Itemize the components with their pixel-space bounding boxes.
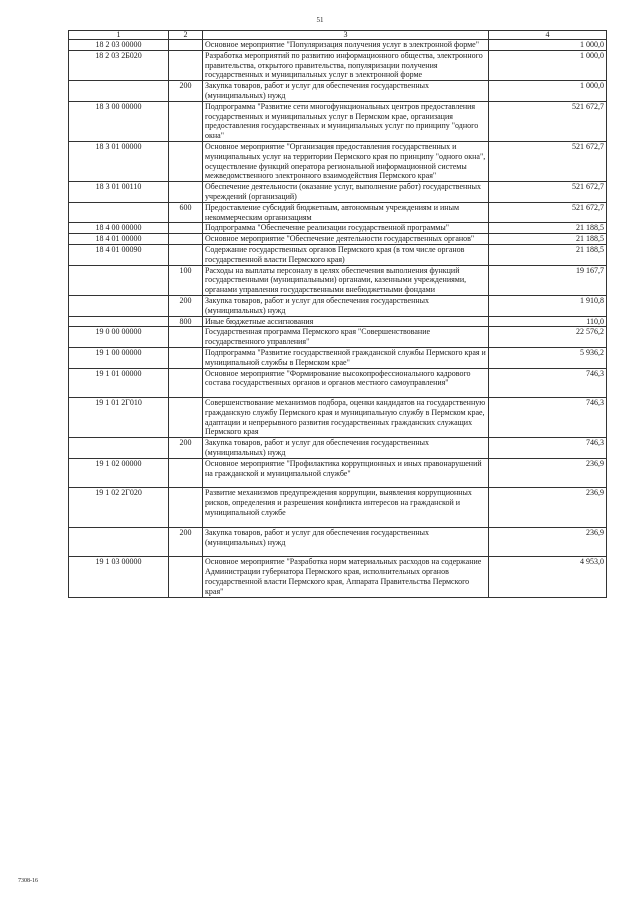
row-amount-cell: 110,0 <box>489 316 607 327</box>
row-code-cell <box>69 295 169 316</box>
table-row <box>69 40 607 51</box>
table-row <box>69 527 607 557</box>
row-amount-cell: 746,3 <box>489 368 607 398</box>
row-expense-type-cell <box>169 347 203 368</box>
row-code-cell <box>69 438 169 459</box>
row-code-cell: 19 1 02 2Г020 <box>69 488 169 527</box>
row-amount-cell: 521 672,7 <box>489 202 607 223</box>
table-row <box>69 50 607 80</box>
table-row <box>69 202 607 223</box>
row-expense-type-cell <box>169 327 203 348</box>
row-amount-cell: 21 188,5 <box>489 234 607 245</box>
table-row <box>69 81 607 102</box>
row-name-cell: Совершенствование механизмов подбора, оценки кандидатов на государственную гражданскую службу Пермского края и муниципальную службу в Пермском крае, адаптации и непрерывного развития государственных гражданских служащих Пермского края <box>203 398 489 438</box>
row-amount-cell: 1 910,8 <box>489 295 607 316</box>
table-row <box>69 101 607 141</box>
row-expense-type-cell <box>169 368 203 398</box>
row-amount-cell: 21 188,5 <box>489 223 607 234</box>
row-amount-cell: 1 000,0 <box>489 81 607 102</box>
column-header: 3 <box>203 31 489 40</box>
row-expense-type-cell: 200 <box>169 527 203 557</box>
budget-table <box>68 30 607 598</box>
row-code-cell: 19 1 00 00000 <box>69 347 169 368</box>
row-amount-cell: 22 576,2 <box>489 327 607 348</box>
row-name-cell: Закупка товаров, работ и услуг для обеспечения государственных (муниципальных) нужд <box>203 81 489 102</box>
row-amount-cell: 19 167,7 <box>489 265 607 295</box>
row-amount-cell: 236,9 <box>489 458 607 488</box>
row-amount-cell: 521 672,7 <box>489 141 607 181</box>
table-row <box>69 488 607 527</box>
table-row <box>69 265 607 295</box>
row-name-cell: Содержание государственных органов Пермского края (в том числе органов государственной власти Пермского края) <box>203 244 489 265</box>
row-code-cell: 19 1 03 00000 <box>69 557 169 597</box>
table-row <box>69 295 607 316</box>
row-name-cell: Подпрограмма "Развитие сети многофункциональных центров предоставления государственных и муниципальных услуг в Пермском крае, организация предоставления государственных и муниципальных услуг по принципу "одного окна" <box>203 101 489 141</box>
row-code-cell: 18 3 00 00000 <box>69 101 169 141</box>
row-code-cell: 18 4 01 00090 <box>69 244 169 265</box>
row-code-cell: 18 4 00 00000 <box>69 223 169 234</box>
row-code-cell: 18 2 03 00000 <box>69 40 169 51</box>
row-name-cell: Основное мероприятие "Профилактика коррупционных и иных правонарушений на гражданской и муниципальной службе" <box>203 458 489 488</box>
table-row <box>69 182 607 203</box>
row-expense-type-cell <box>169 458 203 488</box>
table-body <box>69 40 607 598</box>
table-row <box>69 458 607 488</box>
row-expense-type-cell: 100 <box>169 265 203 295</box>
document-code: 7308-16 <box>18 878 38 884</box>
row-amount-cell: 4 953,0 <box>489 557 607 597</box>
row-expense-type-cell: 800 <box>169 316 203 327</box>
row-amount-cell: 21 188,5 <box>489 244 607 265</box>
row-name-cell: Обеспечение деятельности (оказание услуг, выполнение работ) государственных учреждений (организаций) <box>203 182 489 203</box>
row-name-cell: Подпрограмма "Развитие государственной гражданской службы Пермского края и муниципальной службы в Пермском крае" <box>203 347 489 368</box>
row-expense-type-cell: 200 <box>169 295 203 316</box>
table-row <box>69 438 607 459</box>
row-name-cell: Основное мероприятие "Формирование высокопрофессионального кадрового состава государственных органов и органов местного самоуправления" <box>203 368 489 398</box>
row-expense-type-cell <box>169 234 203 245</box>
table-row <box>69 327 607 348</box>
row-amount-cell: 746,3 <box>489 438 607 459</box>
table-row <box>69 141 607 181</box>
row-expense-type-cell <box>169 244 203 265</box>
row-name-cell: Основное мероприятие "Обеспечение деятельности государственных органов" <box>203 234 489 245</box>
row-expense-type-cell: 600 <box>169 202 203 223</box>
row-amount-cell: 1 000,0 <box>489 50 607 80</box>
row-name-cell: Основное мероприятие "Разработка норм материальных расходов на содержание Администрации губернатора Пермского края, исполнительных органов государственной власти Пермского края, Аппарата Правительства Пермского края" <box>203 557 489 597</box>
row-amount-cell: 1 000,0 <box>489 40 607 51</box>
row-expense-type-cell <box>169 488 203 527</box>
row-amount-cell: 5 936,2 <box>489 347 607 368</box>
row-expense-type-cell: 200 <box>169 438 203 459</box>
row-code-cell: 19 1 02 00000 <box>69 458 169 488</box>
row-code-cell <box>69 316 169 327</box>
row-code-cell: 18 2 03 2Б020 <box>69 50 169 80</box>
table-row <box>69 223 607 234</box>
table-row <box>69 244 607 265</box>
row-amount-cell: 521 672,7 <box>489 182 607 203</box>
row-code-cell <box>69 81 169 102</box>
row-expense-type-cell <box>169 557 203 597</box>
row-name-cell: Предоставление субсидий бюджетным, автономным учреждениям и иным некоммерческим организациям <box>203 202 489 223</box>
table-row <box>69 557 607 597</box>
row-code-cell: 18 3 01 00110 <box>69 182 169 203</box>
table-row <box>69 234 607 245</box>
row-expense-type-cell <box>169 141 203 181</box>
row-code-cell <box>69 265 169 295</box>
row-code-cell: 18 4 01 00000 <box>69 234 169 245</box>
row-expense-type-cell <box>169 182 203 203</box>
row-code-cell <box>69 202 169 223</box>
row-amount-cell: 746,3 <box>489 398 607 438</box>
row-expense-type-cell <box>169 50 203 80</box>
page-number: 51 <box>316 16 324 24</box>
row-amount-cell: 521 672,7 <box>489 101 607 141</box>
row-expense-type-cell <box>169 101 203 141</box>
row-name-cell: Основное мероприятие "Популяризация получения услуг в электронной форме" <box>203 40 489 51</box>
column-header: 1 <box>69 31 169 40</box>
column-header: 2 <box>169 31 203 40</box>
table-row <box>69 316 607 327</box>
table-row <box>69 368 607 398</box>
row-name-cell: Иные бюджетные ассигнования <box>203 316 489 327</box>
row-code-cell: 18 3 01 00000 <box>69 141 169 181</box>
table-row <box>69 398 607 438</box>
row-expense-type-cell <box>169 40 203 51</box>
row-code-cell: 19 1 01 2Г010 <box>69 398 169 438</box>
row-name-cell: Расходы на выплаты персоналу в целях обеспечения выполнения функций государственными (муниципальными) органами, казенными учреждениями, органами управления государственными внебюджетными фондами <box>203 265 489 295</box>
table-header-row <box>69 31 607 40</box>
row-name-cell: Закупка товаров, работ и услуг для обеспечения государственных (муниципальных) нужд <box>203 295 489 316</box>
table-row <box>69 347 607 368</box>
row-name-cell: Закупка товаров, работ и услуг для обеспечения государственных (муниципальных) нужд <box>203 438 489 459</box>
row-expense-type-cell <box>169 398 203 438</box>
row-expense-type-cell <box>169 223 203 234</box>
row-code-cell: 19 1 01 00000 <box>69 368 169 398</box>
row-name-cell: Государственная программа Пермского края "Совершенствование государственного управления" <box>203 327 489 348</box>
row-amount-cell: 236,9 <box>489 488 607 527</box>
row-name-cell: Закупка товаров, работ и услуг для обеспечения государственных (муниципальных) нужд <box>203 527 489 557</box>
row-name-cell: Развитие механизмов предупреждения коррупции, выявления коррупционных рисков, определения и разрешения конфликта интересов на гражданской и муниципальной службе <box>203 488 489 527</box>
row-expense-type-cell: 200 <box>169 81 203 102</box>
row-name-cell: Разработка мероприятий по развитию информационного общества, электронного правительства, открытого правительства, популяризации получения государственных и муниципальных услуг в электронной форме <box>203 50 489 80</box>
row-code-cell <box>69 527 169 557</box>
column-header: 4 <box>489 31 607 40</box>
row-name-cell: Подпрограмма "Обеспечение реализации государственной программы" <box>203 223 489 234</box>
row-name-cell: Основное мероприятие "Организация предоставления государственных и муниципальных услуг на территории Пермского края по принципу "одного окна", осуществление функций оператора региональной информационной системы межведомственного электронного взаимодействия Пермского края" <box>203 141 489 181</box>
row-amount-cell: 236,9 <box>489 527 607 557</box>
row-code-cell: 19 0 00 00000 <box>69 327 169 348</box>
